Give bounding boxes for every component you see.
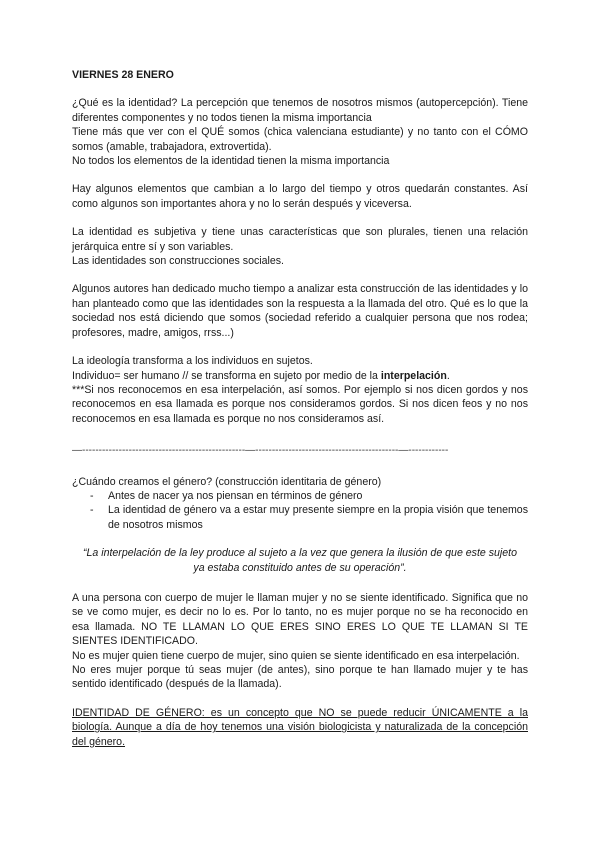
subjective-line-1: La identidad es subjetiva y tiene unas características que son plurales, tienen una relación jerárquica entre sí y son variables. xyxy=(72,226,528,253)
gender-identity-definition: IDENTIDAD DE GÉNERO: es un concepto que NO se puede reducir ÚNICAMENTE a la biología. Aunque a día de hoy tenemos una visión biologicista y naturalizada de la concepción del género. xyxy=(72,706,528,748)
interpelacion-term: interpelación xyxy=(380,369,447,382)
woman-line-1: A una persona con cuerpo de mujer le llaman mujer y no se siente identificado. Significa que no se ve como mujer, es decir no lo es. Por lo tanto, no es mujer porque no se ha reconocido en esa llamada. NO TE LLAMAN LO QUE ERES SINO ERES LO QUE TE LLAMAN SI TE SIENTES IDENTIFICADO. xyxy=(72,591,528,648)
intro-line-1: ¿Qué es la identidad? La percepción que tenemos de nosotros mismos (autopercepción). Tiene diferentes componentes y no todos tienen la misma importancia xyxy=(72,97,528,124)
paragraph-elements: Hay algunos elementos que cambian a lo largo del tiempo y otros quedarán constantes. Así como algunos son importantes ahora y no lo serán después y viceversa. xyxy=(72,183,528,210)
document-body xyxy=(72,68,528,749)
intro-line-3: No todos los elementos de la identidad tienen la misma importancia xyxy=(72,155,390,168)
interpelation-quote: “La interpelación de la ley produce al sujeto a la vez que genera la ilusión de que este sujeto ya estaba constituido antes de su operación”. xyxy=(82,547,518,574)
ideology-line-2-suffix: . xyxy=(446,369,450,382)
list-item: - La identidad de género va a estar muy presente siempre en la propia visión que tenemos de nosotros mismos xyxy=(92,503,528,532)
list-item: - Antes de nacer ya nos piensan en términos de género xyxy=(92,489,528,503)
subjective-line-2: Las identidades son construcciones sociales. xyxy=(72,255,284,268)
woman-line-2: No es mujer quien tiene cuerpo de mujer, sino quien se siente identificado en esa interpelación. xyxy=(72,649,520,662)
intro-line-2: Tiene más que ver con el QUÉ somos (chica valenciana estudiante) y no tanto con el CÓMO somos (amable, trabajadora, extrovertida). xyxy=(72,126,528,153)
paragraph-authors: Algunos autores han dedicado mucho tiempo a analizar esta construcción de las identidades y lo han planteado como que las identidades son la respuesta a la llamada del otro. Qué es lo que la sociedad nos está diciendo que somos (sociedad referido a cualquier persona que nos rodea; profesores, madre, amigos, rrss...) xyxy=(72,283,528,339)
ideology-line-2-prefix: Individuo= ser humano // se transforma en sujeto por medio de la xyxy=(72,369,381,382)
ideology-line-1: La ideología transforma a los individuos en sujetos. xyxy=(72,355,313,368)
ideology-line-3: ***Si nos reconocemos en esa interpelación, así somos. Por ejemplo si nos dicen gordos y nos reconocemos en esa llamada es porque nos consideramos gordos. Si nos dicen feos y no nos reconocemos en esa llamada es porque no nos consideramos así. xyxy=(72,383,528,425)
page-title: VIERNES 28 ENERO xyxy=(72,69,174,81)
gender-bullet-list xyxy=(72,489,528,532)
woman-line-3: No eres mujer porque tú seas mujer (de antes), sino porque te han llamado mujer y te has sentido identificado (después de la llamada). xyxy=(72,664,528,691)
ideology-line-2 xyxy=(72,369,528,383)
section-divider: —-------------------------------------------------—-------------------------------------------—------------ xyxy=(72,445,449,457)
gender-question: ¿Cuándo creamos el género? (construcción identitaria de género) xyxy=(72,475,382,488)
